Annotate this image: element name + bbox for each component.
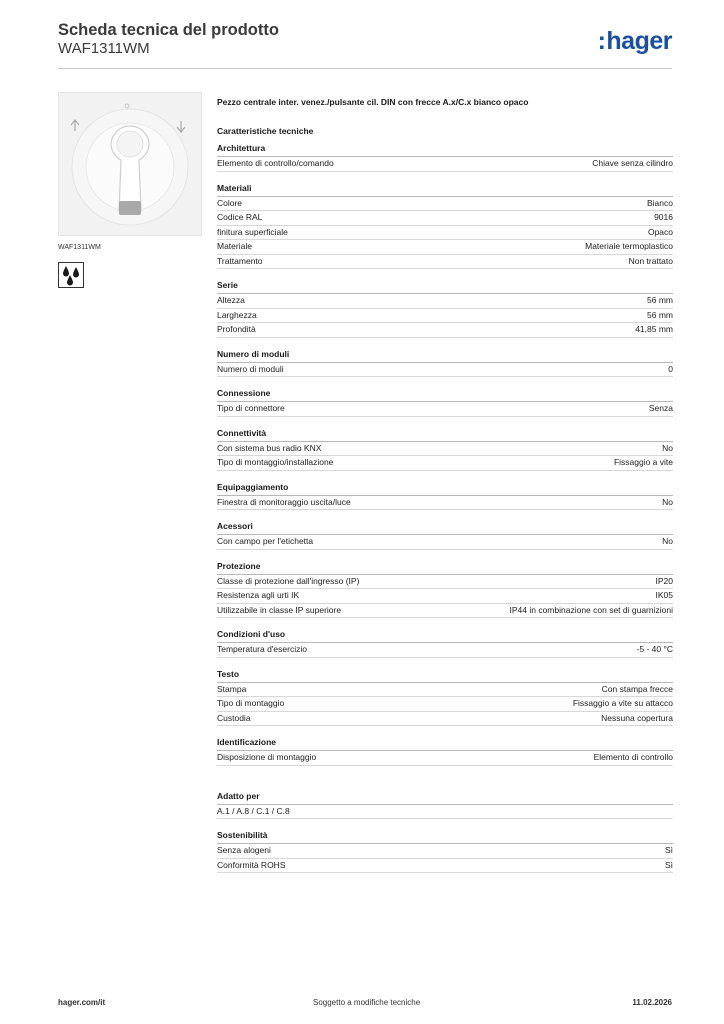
spec-label: Colore xyxy=(217,197,243,208)
spec-value: 9016 xyxy=(654,212,673,222)
spec-label: Classe di protezione dall'ingresso (IP) xyxy=(217,575,360,586)
spec-row xyxy=(217,604,673,619)
spec-value: -5 - 40 °C xyxy=(636,644,673,654)
section-title: Protezione xyxy=(217,560,673,575)
page-title: Scheda tecnica del prodotto xyxy=(58,21,279,39)
spec-label: Tipo di connettore xyxy=(217,403,285,413)
spec-row xyxy=(217,363,673,378)
spec-row xyxy=(217,402,673,417)
spec-value: 41,85 mm xyxy=(635,324,673,334)
spec-row xyxy=(217,197,673,212)
spec-label: Elemento di controllo/comando xyxy=(217,158,334,168)
spec-label: Tipo di montaggio/installazione xyxy=(217,457,334,467)
footer-date: 11.02.2026 xyxy=(632,998,672,1007)
spec-row xyxy=(217,697,673,712)
spec-label: Larghezza xyxy=(217,309,257,320)
spec-value: IK05 xyxy=(655,590,673,600)
spec-row xyxy=(217,255,673,270)
water-drops-icon xyxy=(58,262,84,288)
spec-row xyxy=(217,712,673,727)
spec-value: Opaco xyxy=(647,226,673,237)
spec-label: Finestra di monitoraggio uscita/luce xyxy=(217,496,351,507)
spec-value: Materiale termoplastico xyxy=(585,241,673,251)
hager-logo: :hager xyxy=(597,27,672,55)
spec-value: Sì xyxy=(664,859,673,870)
sostenibilita-rows xyxy=(217,844,673,873)
spec-value: Chiave senza cilindro xyxy=(592,158,673,168)
spec-value: No xyxy=(662,536,673,546)
spec-value: Sì xyxy=(664,845,673,855)
spec-label: Conformità ROHS xyxy=(217,859,286,870)
section-title: Acessori xyxy=(217,520,673,535)
spec-row xyxy=(217,294,673,309)
spec-row xyxy=(217,309,673,324)
footer-note: Soggetto a modifiche tecniche xyxy=(313,998,421,1007)
spec-label: Resistenza agli urti IK xyxy=(217,590,300,600)
spec-value: Elemento di controllo xyxy=(593,752,673,762)
header-divider xyxy=(58,68,672,69)
key-cylinder-cover-icon xyxy=(59,93,201,235)
spec-row xyxy=(217,442,673,457)
spec-row xyxy=(217,683,673,698)
spec-row xyxy=(217,226,673,241)
spec-row xyxy=(217,323,673,338)
spec-value: Nessuna copertura xyxy=(601,712,673,723)
spec-sections xyxy=(217,142,673,766)
spec-label: finitura superficiale xyxy=(217,226,288,237)
section-title: Materiali xyxy=(217,182,673,197)
spec-row xyxy=(217,211,673,226)
spec-label: Trattamento xyxy=(217,255,263,266)
section-title: Serie xyxy=(217,279,673,294)
spec-label: Con campo per l'etichetta xyxy=(217,536,314,546)
tech-heading: Caratteristiche tecniche xyxy=(217,126,314,136)
spec-label: Disposizione di montaggio xyxy=(217,752,317,762)
section-title: Numero di moduli xyxy=(217,348,673,363)
spec-label: Custodia xyxy=(217,712,251,723)
spec-value: IP44 in combinazione con set di guarnizioni xyxy=(509,604,673,615)
spec-label: Numero di moduli xyxy=(217,363,284,374)
spec-label: Materiale xyxy=(217,241,252,251)
section-title: Identificazione xyxy=(217,736,673,751)
spec-value: 0 xyxy=(668,363,673,374)
spec-row xyxy=(217,456,673,471)
spec-value: 56 mm xyxy=(647,309,673,320)
product-description: Pezzo centrale inter. venez./pulsante cil. DIN con frecce A.x/C.x bianco opaco xyxy=(217,97,529,107)
spec-label: Stampa xyxy=(217,683,247,694)
spec-row xyxy=(217,844,673,859)
spec-value: IP20 xyxy=(655,575,673,586)
spec-label: Altezza xyxy=(217,295,245,305)
spec-label: Con sistema bus radio KNX xyxy=(217,442,322,453)
section-title: Architettura xyxy=(217,142,673,157)
spec-row xyxy=(217,535,673,550)
spec-row xyxy=(217,575,673,590)
spec-value: 56 mm xyxy=(647,295,673,305)
section-title: Connessione xyxy=(217,387,673,402)
spec-label: Codice RAL xyxy=(217,212,263,222)
image-code-label: WAF1311WM xyxy=(58,244,101,251)
page-header xyxy=(58,21,672,69)
spec-label: Temperatura d'esercizio xyxy=(217,644,307,654)
spec-label: Tipo di montaggio xyxy=(217,698,285,708)
section-title: Condizioni d'uso xyxy=(217,628,673,643)
spec-content xyxy=(217,96,673,873)
spec-value: No xyxy=(662,442,673,453)
footer-website[interactable]: hager.com/it xyxy=(58,998,106,1007)
spec-label: Profondità xyxy=(217,324,256,334)
spec-value: No xyxy=(662,496,673,507)
spec-row xyxy=(217,157,673,172)
spec-value: Non trattato xyxy=(628,255,673,266)
sostenibilita-title: Sostenibilità xyxy=(217,829,673,844)
product-code: WAF1311WM xyxy=(58,40,150,57)
spec-row xyxy=(217,643,673,658)
spec-row xyxy=(217,240,673,255)
adatto-title: Adatto per xyxy=(217,790,673,805)
section-title: Testo xyxy=(217,668,673,683)
spec-row xyxy=(217,496,673,511)
spec-row xyxy=(217,589,673,604)
adatto-value: A.1 / A.8 / C.1 / C.8 xyxy=(217,805,290,816)
section-title: Connettività xyxy=(217,427,673,442)
spec-value: Fissaggio a vite xyxy=(613,457,673,467)
adatto-row xyxy=(217,805,673,820)
spec-value: Bianco xyxy=(647,197,673,208)
spec-row xyxy=(217,859,673,874)
product-image xyxy=(58,92,202,236)
spec-label: Senza alogeni xyxy=(217,845,271,855)
logo-text: hager xyxy=(606,27,672,55)
spec-row xyxy=(217,751,673,766)
spec-value: Con stampa frecce xyxy=(601,683,673,694)
spec-value: Fissaggio a vite su attacco xyxy=(572,698,673,708)
spec-value: Senza xyxy=(648,403,673,413)
section-title: Equipaggiamento xyxy=(217,481,673,496)
spec-label: Utilizzabile in classe IP superiore xyxy=(217,604,342,615)
